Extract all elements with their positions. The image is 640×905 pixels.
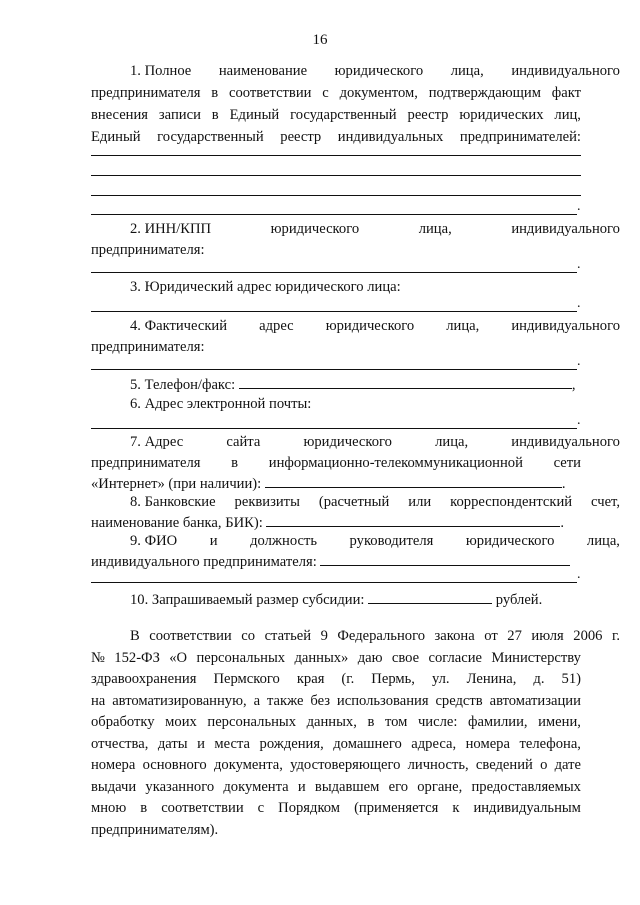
word: в (140, 800, 148, 816)
item7-line (91, 432, 620, 452)
item3-answer-line[interactable] (91, 311, 577, 312)
word: г. (612, 628, 620, 644)
word: указанного (145, 779, 215, 795)
word: 2006 (573, 628, 603, 644)
word: лиц, (554, 107, 581, 123)
word: данных» (294, 650, 349, 666)
consent-line (91, 626, 620, 646)
word: корреспондентский (450, 494, 573, 510)
consent-line (91, 669, 581, 689)
item4-line (91, 316, 620, 336)
word: а (253, 693, 261, 709)
item6-label: 6. Адрес электронной почты: (130, 396, 312, 412)
word: юридического (303, 434, 392, 450)
word: средств (435, 693, 483, 709)
word: от (484, 628, 498, 644)
word: счет, (591, 494, 620, 510)
word: Федерального (337, 628, 425, 644)
word: информационно-телекоммуникационной (268, 455, 523, 471)
word: предпринимателей: (459, 129, 581, 145)
word: фамилии, (468, 714, 528, 730)
word: рождения, (259, 736, 324, 752)
word: предпринимателя (91, 455, 201, 471)
word: соответствии (228, 85, 312, 101)
item1-answer-line[interactable] (91, 175, 581, 176)
word: на (91, 693, 106, 709)
word: использования (336, 693, 429, 709)
phone-fax-field[interactable] (239, 374, 572, 389)
word: с (257, 800, 265, 816)
consent-line (91, 777, 581, 797)
word: его (388, 779, 409, 795)
word: персональных (207, 714, 297, 730)
word: о (540, 757, 548, 773)
word: юридического (465, 533, 555, 549)
word: Порядком (278, 800, 341, 816)
word: (расчетный (318, 494, 390, 510)
word: в (231, 455, 239, 471)
item5-label: 5. Телефон/факс: (130, 377, 236, 393)
item2-line2: предпринимателя: (91, 242, 205, 258)
item7-line3: «Интернет» (при наличии): (91, 476, 262, 492)
word: Министерству (491, 650, 581, 666)
word: В (130, 628, 140, 644)
word: Пермского (213, 671, 280, 687)
word: ул. (431, 671, 450, 687)
bank-details-field[interactable] (266, 512, 560, 527)
word: государственный (157, 129, 264, 145)
word: индивидуального (511, 221, 620, 237)
word: записи (158, 107, 201, 123)
consent-line (91, 712, 581, 732)
item1-answer-line[interactable] (91, 155, 581, 156)
word: руководителя (349, 533, 434, 549)
word: Единый (229, 107, 280, 123)
word: «О (169, 650, 188, 666)
word: домашнего (333, 736, 402, 752)
word: со (241, 628, 256, 644)
item4-answer-line[interactable] (91, 369, 577, 370)
website-field[interactable] (265, 473, 562, 488)
word: соответствии (149, 628, 232, 644)
word: основного (142, 757, 207, 773)
item1-line (91, 127, 581, 147)
director-field[interactable] (320, 551, 570, 566)
word: лица, (418, 221, 452, 237)
word: индивидуального (511, 63, 620, 79)
word: согласие (428, 650, 483, 666)
word: обработку (91, 714, 155, 730)
word: числе: (417, 714, 458, 730)
item7-line (91, 453, 581, 473)
item10-row (91, 589, 620, 609)
word: данных, (306, 714, 357, 730)
word: и (197, 736, 205, 752)
word: персональных (196, 650, 286, 666)
word: имени, (538, 714, 581, 730)
item9-row (91, 551, 581, 571)
word: даю (357, 650, 383, 666)
consent-line (91, 798, 581, 818)
word: отчества, (91, 736, 149, 752)
word: должность (250, 533, 317, 549)
word: юридических (459, 107, 544, 123)
word: лица, (446, 318, 480, 334)
word: 51) (561, 671, 581, 687)
word: выдачи (91, 779, 137, 795)
word: № (91, 650, 105, 666)
word: лица, (435, 434, 469, 450)
item8-line2: наименование банка, БИК): (91, 515, 263, 531)
word: лица, (586, 533, 620, 549)
consent-line (91, 755, 581, 775)
word: реестр (407, 107, 449, 123)
word: предпринимателя (91, 85, 201, 101)
item1-answer-line[interactable] (91, 195, 581, 196)
item9-line (91, 531, 620, 551)
word: в (211, 85, 219, 101)
word: (применяется (354, 800, 439, 816)
word: края (296, 671, 325, 687)
word: 1. Полное (130, 63, 192, 79)
word: индивидуального (511, 318, 620, 334)
item8-line (91, 492, 620, 512)
item10-unit: рублей. (495, 592, 543, 608)
word: личность, (407, 757, 469, 773)
word: выдавшем (314, 779, 380, 795)
word: внесения (91, 107, 149, 123)
item2-line (91, 219, 620, 239)
item5-row: 5. Телефон/факс: , (91, 374, 620, 394)
item10-label: 10. Запрашиваемый размер субсидии: (130, 592, 365, 608)
word: свое (391, 650, 420, 666)
word: автоматизации (489, 693, 581, 709)
word: места (214, 736, 251, 752)
word: индивидуальных (337, 129, 444, 145)
director-answer-line[interactable] (91, 582, 577, 583)
word: адреса, (411, 736, 457, 752)
word: 8. Банковские (130, 494, 216, 510)
word: индивидуального (511, 434, 620, 450)
word: в (211, 107, 219, 123)
consent-line (91, 734, 581, 754)
word: органе, (417, 779, 463, 795)
word: также (266, 693, 304, 709)
item7-row: «Интернет» (при наличии): . (91, 473, 581, 493)
item1-line (91, 61, 620, 81)
word: автоматизированную, (112, 693, 247, 709)
word: или (408, 494, 432, 510)
item2-answer-line[interactable] (91, 272, 577, 273)
word: номера (91, 757, 136, 773)
word: 9 (320, 628, 328, 644)
word: индивидуальным (473, 800, 581, 816)
word: юридического (325, 318, 415, 334)
page-number: 16 (312, 32, 328, 48)
word: с (322, 85, 329, 101)
word: подтверждающим (428, 85, 541, 101)
word: наименование (218, 63, 308, 79)
word: юридического (270, 221, 360, 237)
word: сети (553, 455, 581, 471)
word: сведений (475, 757, 533, 773)
word: июля (531, 628, 564, 644)
email-answer-line[interactable] (91, 428, 577, 429)
word: реестр (280, 129, 322, 145)
item3-label: 3. Юридический адрес юридического лица: (130, 279, 401, 295)
word: 9. ФИО (130, 533, 178, 549)
word: статьей (264, 628, 312, 644)
word: лица, (450, 63, 484, 79)
item1-line (91, 105, 581, 125)
word: документа (223, 779, 289, 795)
word: дате (554, 757, 581, 773)
consent-last-line: предпринимателям). (91, 822, 219, 838)
word: документом, (339, 85, 418, 101)
word: государственный (290, 107, 397, 123)
item4-line2: предпринимателя: (91, 339, 205, 355)
word: 4. Фактический (130, 318, 228, 334)
word: моих (165, 714, 197, 730)
word: даты (157, 736, 188, 752)
word: д. (533, 671, 545, 687)
word: документа, (213, 757, 283, 773)
word: Единый (91, 129, 141, 145)
word: Ленина, (466, 671, 517, 687)
word: (г. (341, 671, 355, 687)
word: к (452, 800, 460, 816)
word: без (310, 693, 331, 709)
item1-answer-line[interactable] (91, 214, 577, 215)
item1-line (91, 83, 581, 103)
subsidy-amount-field[interactable] (368, 589, 492, 604)
consent-line (91, 691, 581, 711)
word: здравоохранения (91, 671, 197, 687)
word: Пермь, (371, 671, 415, 687)
word: удостоверяющего (290, 757, 401, 773)
word: реквизиты (234, 494, 300, 510)
word: адрес (259, 318, 294, 334)
word: и (209, 533, 218, 549)
word: в (367, 714, 375, 730)
word: телефона, (519, 736, 581, 752)
item8-row: наименование банка, БИК): . (91, 512, 581, 532)
word: 152-ФЗ (114, 650, 160, 666)
word: номера (465, 736, 510, 752)
word: юридического (334, 63, 424, 79)
word: предоставляемых (471, 779, 581, 795)
word: и (297, 779, 306, 795)
word: 2. ИНН/КПП (130, 221, 212, 237)
word: закона (434, 628, 475, 644)
consent-line (91, 648, 581, 668)
item9-line2: индивидуального предпринимателя: (91, 554, 317, 570)
word: 27 (507, 628, 522, 644)
word: мною (91, 800, 127, 816)
word: факт (551, 85, 581, 101)
word: 7. Адрес (130, 434, 184, 450)
word: сайта (226, 434, 261, 450)
word: том (384, 714, 408, 730)
word: соответствии (161, 800, 244, 816)
